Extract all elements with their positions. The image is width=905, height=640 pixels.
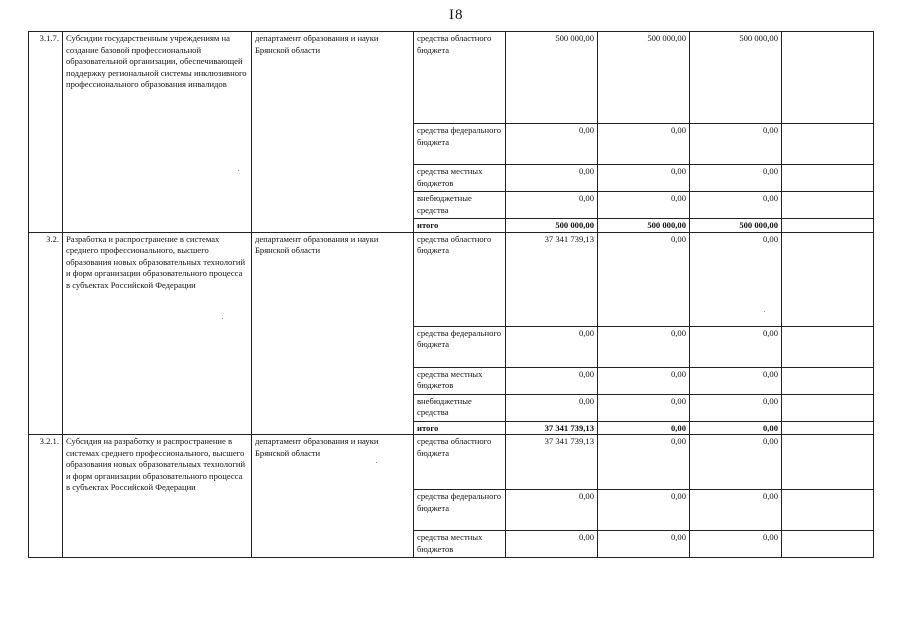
amount-2: 500 000,00 (598, 219, 690, 233)
amount-1: 0,00 (506, 165, 598, 192)
amount-3: 0,00 (690, 326, 782, 367)
amount-2: 0,00 (598, 531, 690, 558)
funding-source: средства федерального бюджета (414, 326, 506, 367)
empty-cell (782, 490, 874, 531)
table-row (29, 32, 874, 124)
page-number: I8 (449, 7, 464, 23)
amount-1: 500 000,00 (506, 219, 598, 233)
item-name: Субсидия на разработку и распространение в системах среднего профессионального, высшего образования новых образовательных технологий и форм организации образовательного процесса в субъектах Российской Федерации (63, 435, 252, 558)
empty-cell (782, 421, 874, 435)
amount-3: 500 000,00 (690, 32, 782, 124)
amount-2: 500 000,00 (598, 32, 690, 124)
empty-cell (782, 192, 874, 219)
amount-2: 0,00 (598, 394, 690, 421)
funding-source: итого (414, 421, 506, 435)
amount-3: 0,00 (690, 367, 782, 394)
amount-1: 37 341 739,13 (506, 435, 598, 490)
item-name: Субсидии государственным учреждениям на создание базовой профессиональной образовательной организации, обеспечивающей поддержку региональной системы инклюзивного профессионального образования инвалидов (63, 32, 252, 233)
amount-3: 0,00 (690, 435, 782, 490)
amount-1: 0,00 (506, 192, 598, 219)
amount-2: 0,00 (598, 435, 690, 490)
scan-speck (238, 170, 239, 171)
amount-3: 0,00 (690, 232, 782, 326)
funding-source: средства областного бюджета (414, 435, 506, 490)
empty-cell (782, 165, 874, 192)
amount-2: 0,00 (598, 367, 690, 394)
funding-source: средства областного бюджета (414, 32, 506, 124)
funding-source: средства областного бюджета (414, 232, 506, 326)
amount-2: 0,00 (598, 232, 690, 326)
amount-3: 0,00 (690, 394, 782, 421)
empty-cell (782, 326, 874, 367)
amount-3: 0,00 (690, 421, 782, 435)
empty-cell (782, 394, 874, 421)
scan-speck (222, 318, 223, 319)
amount-1: 0,00 (506, 124, 598, 165)
empty-cell (782, 232, 874, 326)
item-code: 3.2. (29, 232, 63, 435)
funding-source: внебюджетные средства (414, 394, 506, 421)
funding-source: внебюджетные средства (414, 192, 506, 219)
amount-2: 0,00 (598, 165, 690, 192)
amount-3: 0,00 (690, 165, 782, 192)
scan-speck (764, 311, 765, 312)
item-name: Разработка и распространение в системах среднего профессионального, высшего образования новых образовательных технологий и форм организации образовательного процесса в субъектах Российской Федерации (63, 232, 252, 435)
amount-2: 0,00 (598, 490, 690, 531)
funding-source: средства местных бюджетов (414, 531, 506, 558)
empty-cell (782, 219, 874, 233)
item-code: 3.1.7. (29, 32, 63, 233)
funding-source: средства местных бюджетов (414, 165, 506, 192)
item-code: 3.2.1. (29, 435, 63, 558)
amount-1: 37 341 739,13 (506, 232, 598, 326)
amount-3: 0,00 (690, 490, 782, 531)
funding-source: средства федерального бюджета (414, 124, 506, 165)
funding-source: средства местных бюджетов (414, 367, 506, 394)
amount-1: 0,00 (506, 326, 598, 367)
item-executor: департамент образования и науки Брянской области (252, 435, 414, 558)
amount-1: 0,00 (506, 531, 598, 558)
funding-source: итого (414, 219, 506, 233)
empty-cell (782, 124, 874, 165)
amount-3: 0,00 (690, 192, 782, 219)
amount-2: 0,00 (598, 192, 690, 219)
scan-speck (376, 462, 377, 463)
empty-cell (782, 531, 874, 558)
amount-3: 500 000,00 (690, 219, 782, 233)
amount-1: 37 341 739,13 (506, 421, 598, 435)
item-executor: департамент образования и науки Брянской области (252, 232, 414, 435)
amount-1: 0,00 (506, 394, 598, 421)
table-row (29, 435, 874, 490)
empty-cell (782, 367, 874, 394)
amount-3: 0,00 (690, 124, 782, 165)
amount-1: 500 000,00 (506, 32, 598, 124)
amount-2: 0,00 (598, 326, 690, 367)
funding-source: средства федерального бюджета (414, 490, 506, 531)
amount-3: 0,00 (690, 531, 782, 558)
amount-1: 0,00 (506, 490, 598, 531)
empty-cell (782, 435, 874, 490)
item-executor: департамент образования и науки Брянской области (252, 32, 414, 233)
amount-1: 0,00 (506, 367, 598, 394)
empty-cell (782, 32, 874, 124)
amount-2: 0,00 (598, 124, 690, 165)
amount-2: 0,00 (598, 421, 690, 435)
table-row (29, 232, 874, 326)
budget-table (28, 31, 874, 558)
